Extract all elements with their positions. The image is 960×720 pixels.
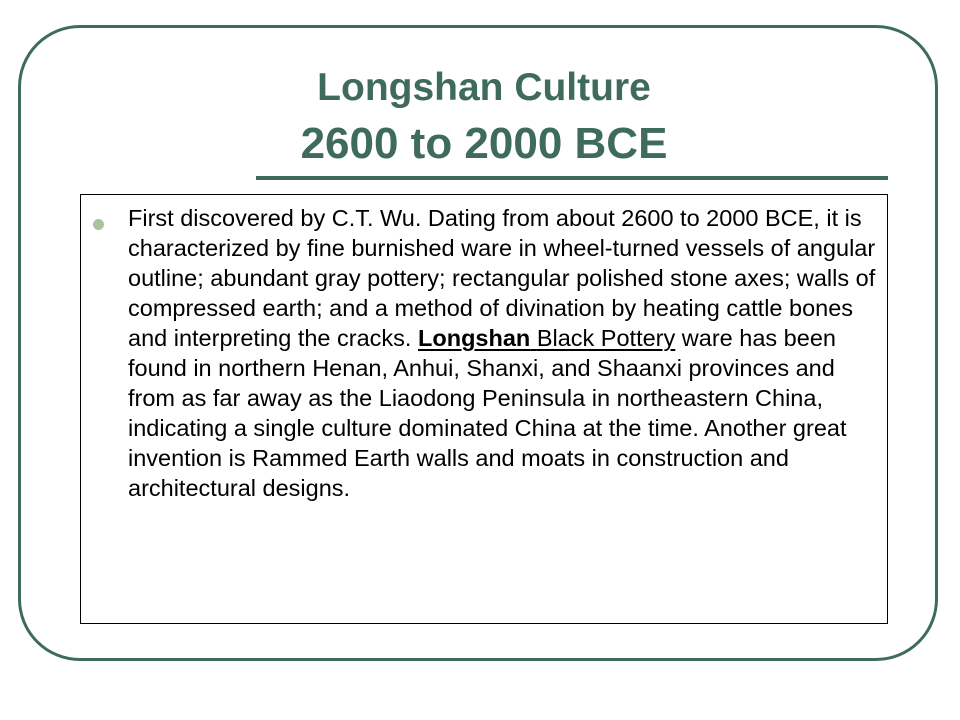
link-bold-part: Longshan xyxy=(418,325,531,351)
slide-title xyxy=(80,60,888,172)
link-rest-part: Black Pottery xyxy=(536,325,676,351)
content-box xyxy=(80,194,888,624)
bullet-paragraph xyxy=(128,203,881,503)
bullet-outro-text: ware has been found in northern Henan, Anhui, Shanxi, and Shaanxi provinces and from as far away as the Liaodong Peninsula in northeastern China, indicating a single culture dominated China at the time. Another great invention is Rammed Earth walls and moats in construction and architectural designs. xyxy=(128,325,847,501)
title-line-1: Longshan Culture xyxy=(317,66,651,109)
bullet-dot-icon xyxy=(93,219,104,230)
black-pottery-link[interactable] xyxy=(418,325,675,351)
title-line-2: 2600 to 2000 BCE xyxy=(300,119,668,168)
bullet-intro-text: First discovered by C.T. Wu. Dating from about 2600 to 2000 BCE, it is characterized by fine burnished ware in wheel-turned vessels of angular outline; abundant gray pottery; rectangular polished stone axes; walls of compressed earth; and a method of divination by heating cattle bones and interpreting the cracks. xyxy=(128,205,876,351)
title-divider xyxy=(256,176,888,180)
